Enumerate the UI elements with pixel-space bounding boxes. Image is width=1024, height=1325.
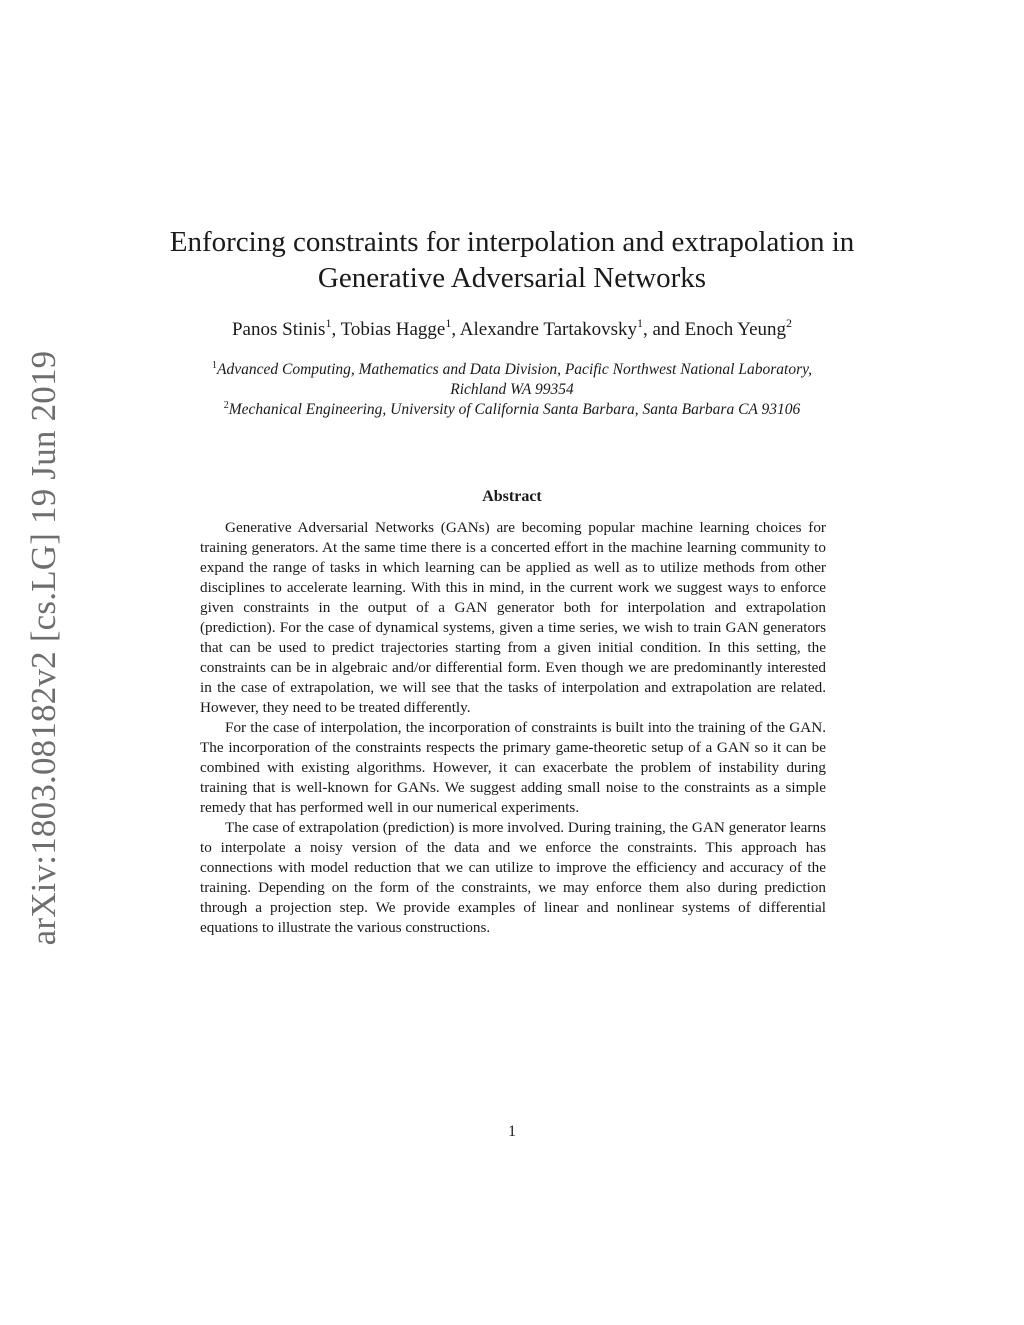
arxiv-identifier: arXiv:1803.08182v2 [cs.LG] 19 Jun 2019 [24, 350, 63, 946]
affiliation-1-line-2: Richland WA 99354 [450, 381, 574, 398]
affiliation-mark: 1 [212, 360, 217, 371]
affiliation-text: Advanced Computing, Mathematics and Data Division, Pacific Northwest National Laboratory, [217, 361, 812, 378]
author-separator: , [331, 319, 341, 340]
abstract-paragraph: For the case of interpolation, the incorporation of constraints is built into the training of the GAN. The incorporation of the constraints respects the primary game-theoretic setup of a GAN so it can be combined with existing algorithms. However, it can exacerbate the problem of instability during training that is well-known for GANs. We suggest adding small noise to the constraints as a simple remedy that has performed well in our numerical experiments. [200, 719, 826, 816]
affiliation-text: Mechanical Engineering, University of California Santa Barbara, Santa Barbara CA 93106 [228, 401, 801, 418]
author-affiliation-mark: 1 [325, 316, 332, 330]
abstract-paragraph: Generative Adversarial Networks (GANs) are becoming popular machine learning choices for training generators. At the same time there is a concerted effort in the machine learning community to expand the range of tasks in which learning can be applied as well as to utilize methods from other disciplines to accelerate learning. With this in mind, in the current work we suggest ways to enforce given constraints in the output of a GAN generator both for interpolation and extrapolation (prediction). For the case of dynamical systems, given a time series, we wish to train GAN generators that can be used to predict trajectories starting from a given initial condition. In this setting, the constraints can be in algebraic and/or differential form. Even though we are predominantly interested in the case of extrapolation, we will see that the tasks of interpolation and extrapolation are related. However, they need to be treated differently. [200, 519, 826, 716]
paper-title [140, 224, 884, 296]
abstract-paragraph: The case of extrapolation (prediction) is more involved. During training, the GAN generator learns to interpolate a noisy version of the data and we enforce the constraints. This approach has connections with model reduction that we can utilize to improve the efficiency and accuracy of the training. Depending on the form of the constraints, we may enforce them also during prediction through a projection step. We provide examples of linear and nonlinear systems of differential equations to illustrate the various constructions. [200, 819, 826, 936]
author-name: Panos Stinis [231, 319, 326, 340]
author-affiliation-mark: 2 [786, 316, 793, 330]
author-affiliation-mark: 1 [636, 316, 643, 330]
author-separator: , [451, 319, 460, 340]
abstract-heading: Abstract [482, 488, 542, 505]
title-line-2: Generative Adversarial Networks [317, 262, 707, 294]
page-number: 1 [508, 1123, 516, 1140]
author-affiliation-mark: 1 [445, 316, 452, 330]
author-list [140, 318, 884, 342]
title-line-1: Enforcing constraints for interpolation and extrapolation in [169, 226, 855, 258]
author-name: Tobias Hagge [340, 319, 446, 340]
affiliation-2 [150, 400, 874, 420]
affiliation-1 [150, 360, 874, 380]
affiliations [150, 360, 874, 420]
author-separator: , and [642, 319, 685, 340]
author-name: Alexandre Tartakovsky [459, 319, 637, 340]
author-name: Enoch Yeung [684, 319, 787, 340]
abstract-body [200, 518, 826, 938]
affiliation-mark: 2 [223, 400, 229, 411]
